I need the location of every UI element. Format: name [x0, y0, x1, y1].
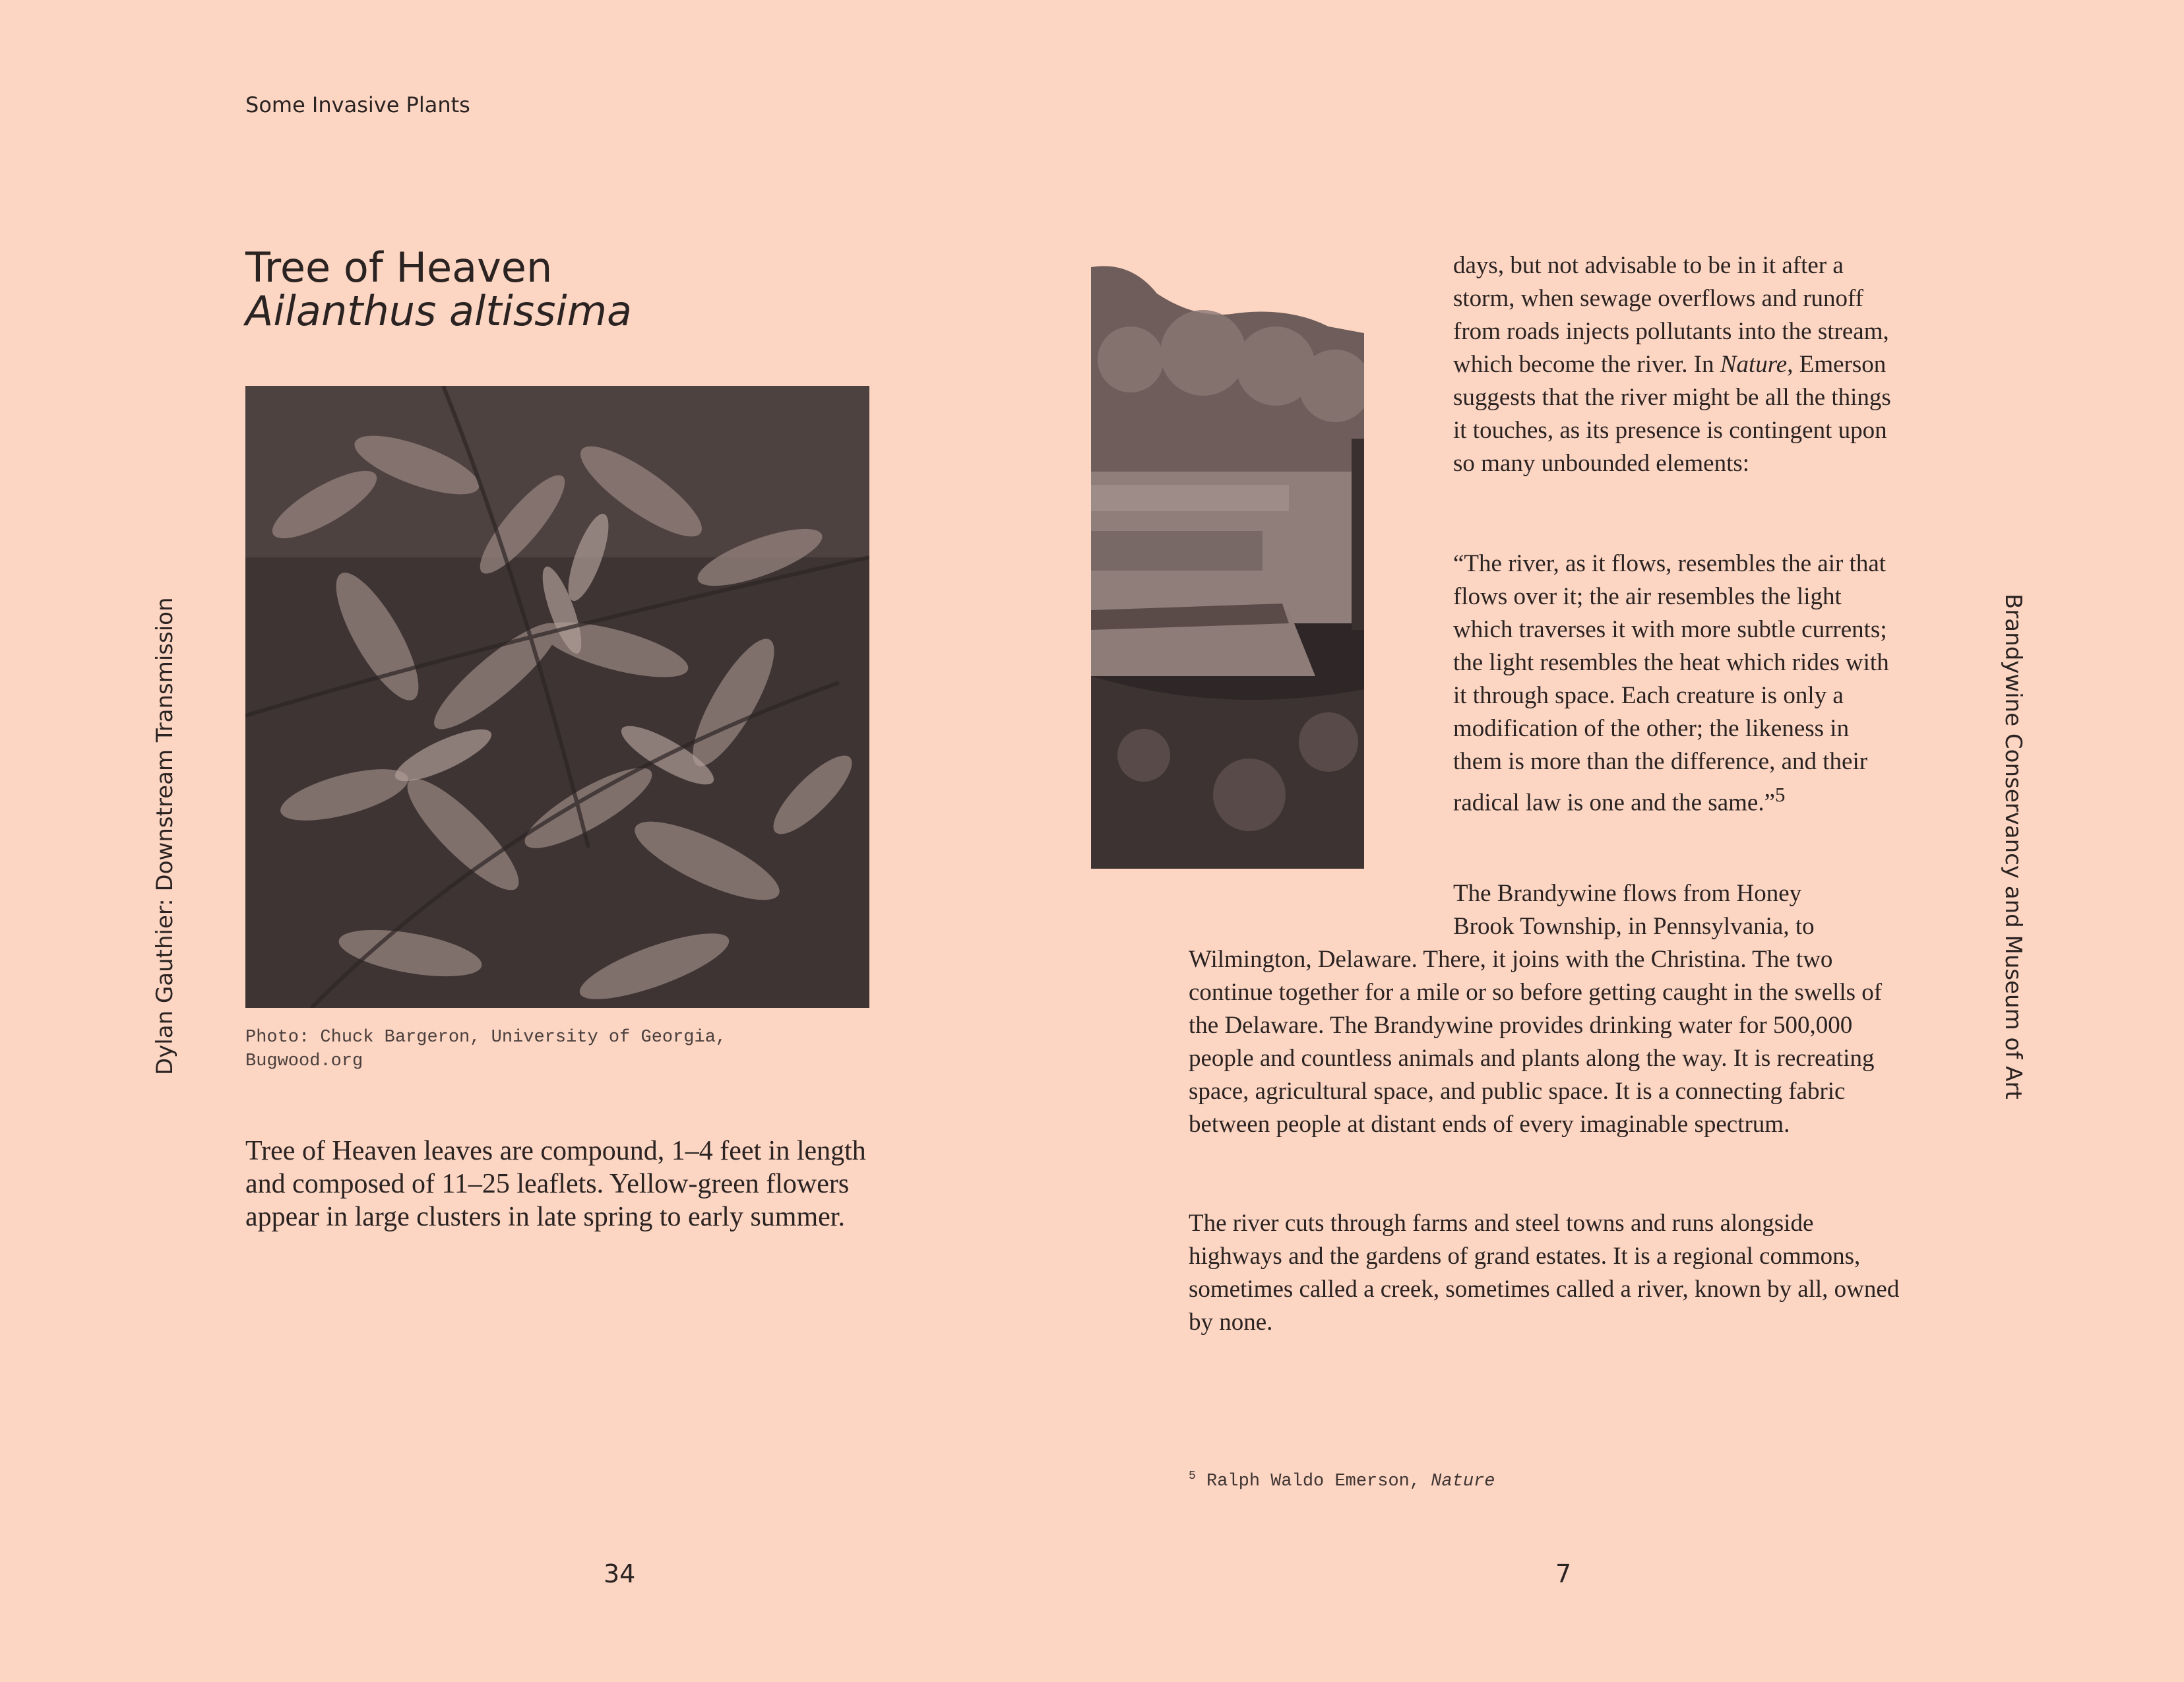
page-number-left: 34 [604, 1559, 636, 1588]
para-brandywine [1189, 877, 1901, 1141]
brandywine-line1: The Brandywine flows from Honey [1453, 880, 1802, 907]
running-head: Some Invasive Plants [245, 92, 470, 117]
plant-title [245, 243, 633, 335]
para1-end: , Emerson suggests that the river might be all the things it touches, as its presence is contingent upon so many unbounded elements: [1453, 351, 1891, 477]
photo-credit-line2: Bugwood.org [245, 1051, 363, 1071]
footnote-number: 5 [1189, 1470, 1196, 1483]
latin-name: Ailanthus altissima [245, 287, 633, 335]
para-emerson-intro [1453, 249, 1902, 480]
plant-description: Tree of Heaven leaves are compound, 1–4 feet in length and composed of 11–25 leaflets. Yellow-green flowers appear in large clusters in late spring to early summer. [245, 1136, 866, 1232]
left-side-title: Dylan Gauthier: Downstream Transmission [152, 597, 178, 1075]
common-name: Tree of Heaven [245, 243, 553, 292]
emerson-quote [1453, 547, 1902, 819]
photo-credit-line1: Photo: Chuck Bargeron, University of Georgia, [245, 1028, 727, 1047]
para-brandywine-text [1189, 877, 1901, 1141]
brandywine-rest: Wilmington, Delaware. There, it joins with the Christina. The two continue together for a mile or so before getting caught in the swells of the Delaware. The Brandywine provides drinking water for 500,000 people and countless animals and plants along the way. It is recreating space, agricultural space, and public space. It is a connecting fabric between people at distant ends of every imaginable spectrum. [1189, 946, 1883, 1138]
emerson-quote-text [1453, 547, 1902, 819]
footnote [1189, 1470, 1495, 1491]
brandywine-line2: Brook Township, in Pennsylvania, to [1453, 913, 1815, 940]
nature-title-italic: Nature [1720, 351, 1788, 378]
leaf-photo [245, 386, 869, 1008]
photo-credit [245, 1026, 826, 1073]
para-river: The river cuts through farms and steel towns and runs alongside highways and the gardens of grand estates. It is a regional commons, sometimes called a creek, sometimes called a river, known by all, owned by none. [1189, 1210, 1900, 1336]
river-photo-icon [1091, 254, 1364, 869]
page-number-right: 7 [1555, 1559, 1572, 1588]
para-emerson-text [1453, 249, 1902, 480]
footnote-italic: Nature [1431, 1472, 1495, 1491]
river-photo [1091, 254, 1364, 869]
quote-footnote-ref: 5 [1775, 784, 1786, 806]
para1-start: days, but not advisable to be in it after a storm, when sewage overflows and runoff from roads injects pollutants into the stream, which become the river. In [1453, 252, 1889, 378]
right-side-title: Brandywine Conservancy and Museum of Art [2000, 594, 2026, 1100]
footnote-text: Ralph Waldo Emerson, [1206, 1472, 1431, 1491]
leaf-photo-icon [245, 386, 869, 1008]
quote-body: “The river, as it flows, resembles the air that flows over it; the air resembles the light which traverses it with more subtle currents; the light resembles the heat which rides with it through space. Each creature is only a modification of the other; the likeness in them is more than the difference, and their radical law is one and the same.” [1453, 550, 1889, 817]
